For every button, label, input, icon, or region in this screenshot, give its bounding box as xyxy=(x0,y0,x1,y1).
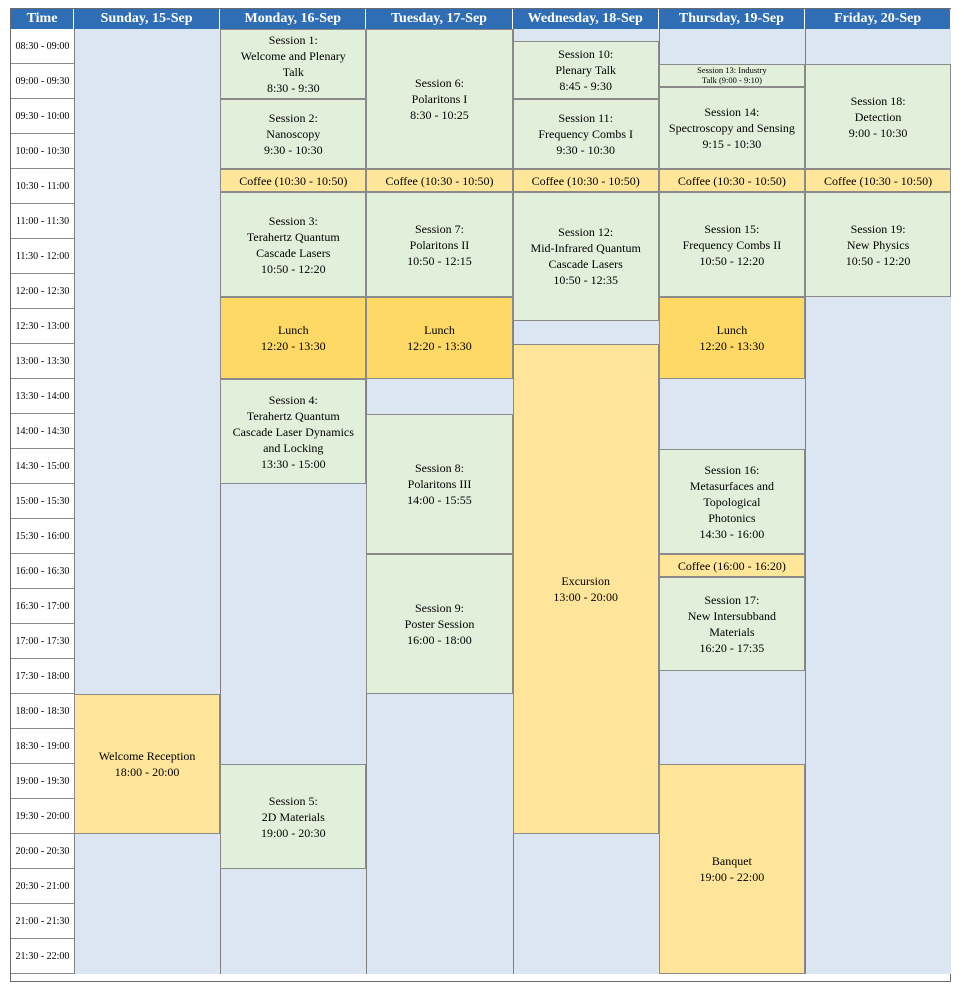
event-text-line: Banquet xyxy=(711,854,752,868)
time-slot-label: 14:30 - 15:00 xyxy=(11,449,74,484)
event-text-line: 16:20 - 17:35 xyxy=(699,640,765,655)
event-text-line: 10:50 - 12:15 xyxy=(407,253,472,268)
day-header: Tuesday, 17-Sep xyxy=(366,9,512,29)
event-text-line: 9:15 - 10:30 xyxy=(702,137,762,152)
session-block xyxy=(220,192,366,297)
event-text-line: 19:00 - 20:30 xyxy=(260,825,326,840)
time-slot-label: 11:30 - 12:00 xyxy=(11,239,74,274)
session-block xyxy=(366,29,512,169)
event-text-line: 12:20 - 13:30 xyxy=(260,339,326,354)
time-column-header: Time xyxy=(11,9,74,29)
event-text-line: Excursion xyxy=(561,574,611,588)
event-text-line: Session 2: xyxy=(268,111,318,125)
time-slot-label: 21:00 - 21:30 xyxy=(11,904,74,939)
event-text-line: Session 8: xyxy=(414,461,464,475)
event-text-line: 16:00 - 18:00 xyxy=(407,633,472,647)
event-text-line: Welcome and Plenary xyxy=(240,49,346,63)
event-text-line: Materials xyxy=(709,624,755,639)
event-text-line: Coffee (10:30 - 10:50) xyxy=(239,173,348,188)
day-header: Friday, 20-Sep xyxy=(805,9,951,29)
event-text-line: Metasurfaces and xyxy=(689,478,775,493)
time-slot-label: 13:00 - 13:30 xyxy=(11,344,74,379)
event-text-line: Session 11: xyxy=(558,111,613,125)
event-text-line: Talk (9:00 - 9:10) xyxy=(701,74,762,85)
social-block xyxy=(513,344,659,834)
session-block xyxy=(366,554,512,694)
event-text-line: Spectroscopy and Sensing xyxy=(668,121,795,136)
session-block xyxy=(366,414,512,554)
event-text-line: 9:30 - 10:30 xyxy=(556,143,616,157)
day-header: Wednesday, 18-Sep xyxy=(513,9,659,29)
time-slot-label: 18:30 - 19:00 xyxy=(11,729,74,764)
session-block xyxy=(220,379,366,484)
event-text-line: 14:00 - 15:55 xyxy=(407,493,472,507)
event-text-line: Poster Session xyxy=(404,617,475,631)
event-text-line: New Physics xyxy=(846,237,910,252)
event-text-line: 12:20 - 13:30 xyxy=(407,339,472,354)
time-slot-label: 09:00 - 09:30 xyxy=(11,64,74,99)
event-text-line: 8:30 - 9:30 xyxy=(266,81,320,95)
event-text-line: Session 15: xyxy=(704,221,760,236)
event-text-line: 10:50 - 12:20 xyxy=(845,253,911,268)
event-text-line: Talk xyxy=(282,65,304,79)
session-block xyxy=(659,449,805,554)
coffee-block xyxy=(659,554,805,577)
session-block xyxy=(805,192,951,297)
event-text-line: Coffee (10:30 - 10:50) xyxy=(531,173,640,188)
session-block xyxy=(220,764,366,869)
event-text-line: Session 3: xyxy=(268,213,318,228)
event-text-line: Session 17: xyxy=(704,592,760,607)
event-text-line: Plenary Talk xyxy=(555,62,616,77)
event-text-line: 10:50 - 12:20 xyxy=(699,253,765,268)
coffee-block xyxy=(805,169,951,192)
session-block xyxy=(220,29,366,99)
time-slot-label: 20:30 - 21:00 xyxy=(11,869,74,904)
event-text-line: Session 7: xyxy=(414,221,464,236)
event-text-line: Coffee (10:30 - 10:50) xyxy=(677,173,786,188)
event-text-line: Session 13: Industry xyxy=(697,65,767,76)
social-block xyxy=(659,764,805,974)
event-text-line: Coffee (10:30 - 10:50) xyxy=(824,173,933,188)
event-text-line: 8:30 - 10:25 xyxy=(410,108,469,122)
session-block xyxy=(659,87,805,169)
event-text-line: Terahertz Quantum xyxy=(246,229,340,244)
event-text-line: 9:30 - 10:30 xyxy=(263,143,323,157)
schedule-grid xyxy=(10,8,951,982)
session-block xyxy=(220,99,366,169)
time-slot-label: 15:30 - 16:00 xyxy=(11,519,74,554)
event-text-line: Mid-Infrared Quantum xyxy=(530,241,641,256)
time-slot-label: 17:00 - 17:30 xyxy=(11,624,74,659)
time-slot-label: 17:30 - 18:00 xyxy=(11,659,74,694)
time-slot-label: 13:30 - 14:00 xyxy=(11,379,74,414)
event-text-line: Polaritons I xyxy=(411,92,468,106)
event-text-line: New Intersubband xyxy=(687,608,777,623)
event-text-line: 12:20 - 13:30 xyxy=(699,339,765,354)
event-text-line: 18:00 - 20:00 xyxy=(114,765,180,779)
lunch-block xyxy=(659,297,805,379)
coffee-block xyxy=(220,169,366,192)
session-block xyxy=(513,192,659,320)
time-slot-label: 20:00 - 20:30 xyxy=(11,834,74,869)
time-slot-label: 08:30 - 09:00 xyxy=(11,29,74,64)
event-text-line: Lunch xyxy=(716,323,748,338)
event-text-line: 10:50 - 12:20 xyxy=(260,261,326,276)
event-text-line: Session 14: xyxy=(704,105,760,120)
event-text-line: Lunch xyxy=(424,323,455,338)
time-slot-label: 10:30 - 11:00 xyxy=(11,169,74,204)
event-text-line: Frequency Combs I xyxy=(538,127,634,141)
event-text-line: Detection xyxy=(854,109,902,124)
coffee-block xyxy=(366,169,512,192)
time-slot-label: 16:30 - 17:00 xyxy=(11,589,74,624)
event-text-line: Coffee (10:30 - 10:50) xyxy=(385,173,494,188)
day-header: Monday, 16-Sep xyxy=(220,9,366,29)
day-header: Thursday, 19-Sep xyxy=(659,9,805,29)
event-text-line: 8:45 - 9:30 xyxy=(559,78,613,93)
time-slot-label: 16:00 - 16:30 xyxy=(11,554,74,589)
event-text-line: 13:00 - 20:00 xyxy=(553,590,619,604)
event-text-line: Cascade Lasers xyxy=(256,245,331,260)
event-text-line: Cascade Lasers xyxy=(548,257,623,272)
event-text-line: Session 5: xyxy=(268,793,318,808)
event-text-line: Lunch xyxy=(277,323,309,338)
time-slot-label: 12:30 - 13:00 xyxy=(11,309,74,344)
event-text-line: 2D Materials xyxy=(261,809,325,824)
event-text-line: Session 12: xyxy=(558,225,614,240)
event-text-line: 9:00 - 10:30 xyxy=(848,125,908,140)
event-text-line: 13:30 - 15:00 xyxy=(260,456,326,471)
lunch-block xyxy=(220,297,366,379)
time-slot-label: 19:30 - 20:00 xyxy=(11,799,74,834)
time-slot-label: 19:00 - 19:30 xyxy=(11,764,74,799)
event-text-line: 10:50 - 12:35 xyxy=(553,273,619,288)
time-slot-label: 12:00 - 12:30 xyxy=(11,274,74,309)
event-text-line: Session 18: xyxy=(850,93,906,108)
time-slot-label: 14:00 - 14:30 xyxy=(11,414,74,449)
time-slot-label: 11:00 - 11:30 xyxy=(11,204,74,239)
event-text-line: Topological xyxy=(703,494,761,509)
event-text-line: 14:30 - 16:00 xyxy=(699,526,765,541)
time-slot-label: 18:00 - 18:30 xyxy=(11,694,74,729)
event-text-line: and Locking xyxy=(263,440,324,455)
session-block xyxy=(659,577,805,670)
event-text-line: Polaritons III xyxy=(407,477,472,491)
event-text-line: 19:00 - 22:00 xyxy=(699,870,765,884)
time-slot-label: 09:30 - 10:00 xyxy=(11,99,74,134)
event-text-line: Cascade Laser Dynamics xyxy=(232,424,354,439)
social-block xyxy=(74,694,220,834)
coffee-block xyxy=(659,169,805,192)
time-slot-label: 10:00 - 10:30 xyxy=(11,134,74,169)
event-text-line: Session 4: xyxy=(268,392,318,407)
day-header: Sunday, 15-Sep xyxy=(74,9,220,29)
event-text-line: Session 6: xyxy=(414,76,464,90)
event-text-line: Welcome Reception xyxy=(98,749,196,763)
event-text-line: Coffee (16:00 - 16:20) xyxy=(677,558,786,573)
event-text-line: Session 19: xyxy=(850,221,906,236)
session-block xyxy=(513,41,659,99)
session-block xyxy=(659,192,805,297)
event-text-line: Terahertz Quantum xyxy=(246,408,340,423)
time-slot-label: 21:30 - 22:00 xyxy=(11,939,74,974)
lunch-block xyxy=(366,297,512,379)
session-block xyxy=(366,192,512,297)
event-text-line: Polaritons II xyxy=(409,237,470,252)
session-block xyxy=(805,64,951,169)
event-text-line: Session 1: xyxy=(268,33,318,47)
session-block xyxy=(513,99,659,169)
time-slot-label: 15:00 - 15:30 xyxy=(11,484,74,519)
event-text-line: Nanoscopy xyxy=(266,127,321,141)
event-text-line: Session 16: xyxy=(704,462,760,477)
coffee-block xyxy=(513,169,659,192)
session-block xyxy=(659,64,805,87)
event-text-line: Frequency Combs II xyxy=(682,237,782,252)
event-text-line: Photonics xyxy=(708,510,756,525)
event-text-line: Session 10: xyxy=(558,46,614,61)
event-text-line: Session 9: xyxy=(414,601,464,615)
